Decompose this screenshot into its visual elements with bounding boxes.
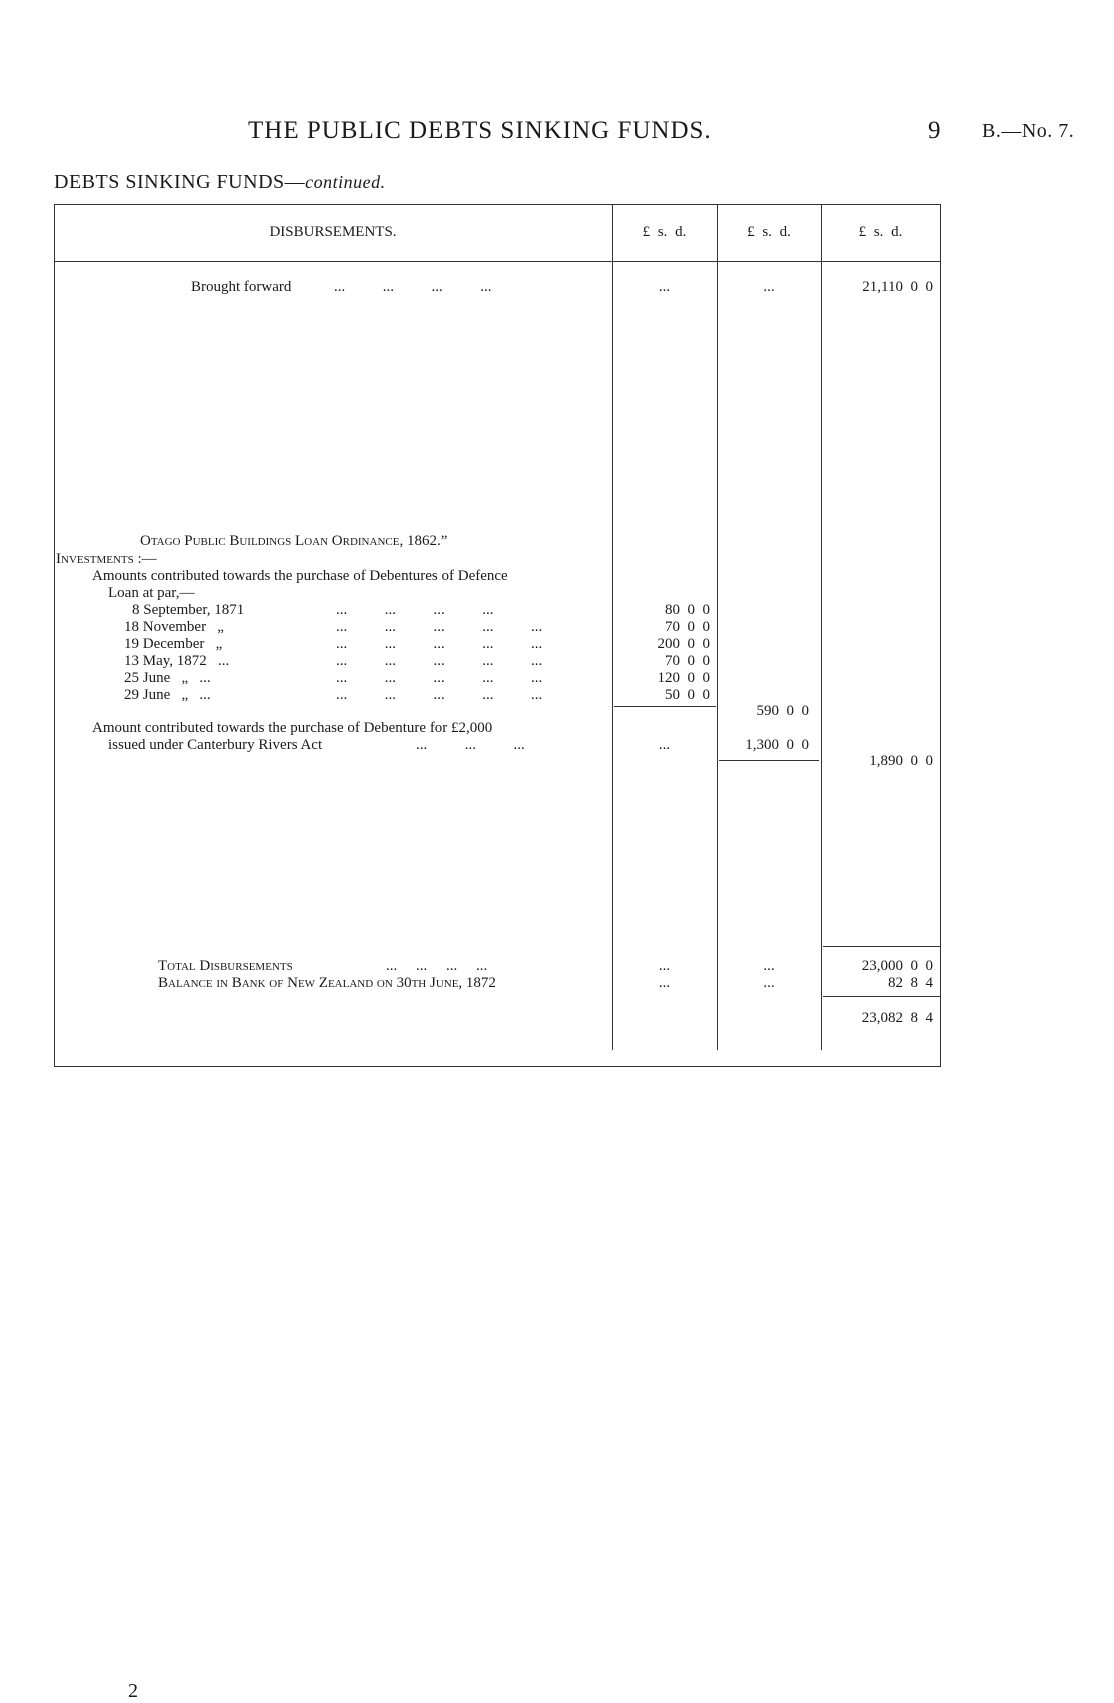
dated-row-leaders: ... ... ... ... ... [336,670,543,686]
balance-col2: ... [763,975,775,991]
page-number: 9 [928,117,942,144]
dated-row-leaders: ... ... ... ... ... [336,687,543,703]
dated-row-amount: 80 0 0 [665,602,710,618]
subtotal-rule-2 [719,760,819,761]
disbursements-header: DISBURSEMENTS. [269,224,397,240]
dated-row-leaders: ... ... ... ... ... [336,653,543,669]
canterbury-line-2: issued under Canterbury Rivers Act [108,737,323,753]
table-left-border [54,204,55,1066]
brought-forward-col3: 21,110 0 0 [862,279,933,295]
subtitle-continued: continued. [305,172,386,192]
table-bottom-rule [54,1066,941,1067]
canterbury-col2: 1,300 0 0 [745,737,809,753]
grand-total-rule [823,996,940,997]
dated-row-amount: 200 0 0 [657,636,710,652]
total-disbursements-label: Total Disbursements [158,958,293,974]
brought-forward-leaders: ... ... ... ... [334,279,492,295]
dated-row-date: 13 May, 1872 ... [124,653,230,669]
money-header-3: £ s. d. [858,224,903,240]
table-top-rule [54,204,941,205]
total-leaders: ... ... ... ... [386,958,488,974]
dated-row-leaders: ... ... ... ... ... [336,636,543,652]
investments-total: 1,890 0 0 [869,753,933,769]
amounts-line-2: Loan at par,— [108,585,195,601]
brought-forward-col2: ... [763,279,775,295]
dated-row-amount: 50 0 0 [665,687,710,703]
amounts-line-1: Amounts contributed towards the purchase of Debentures of Defence [92,568,508,584]
table-right-border [940,204,941,1066]
brought-forward-col1: ... [658,279,671,295]
document-reference: B.—No. 7. [982,120,1075,142]
balance-label: Balance in Bank of New Zealand on 30th June, 1872 [158,975,496,991]
dated-row-date: 19 December „ [124,636,223,652]
canterbury-leaders: ... ... ... [416,737,525,753]
dated-row-amount: 70 0 0 [665,619,710,635]
money-header-1: £ s. d. [642,224,687,240]
canterbury-line-1: Amount contributed towards the purchase of Debenture for £2,000 [92,720,493,736]
balance-col3: 82 8 4 [888,975,933,991]
total-rule [823,946,940,947]
page-title: THE PUBLIC DEBTS SINKING FUNDS. [248,117,712,144]
table-header-rule [54,261,941,262]
balance-col1: ... [658,975,671,991]
defence-subtotal: 590 0 0 [756,703,809,719]
dated-row-leaders: ... ... ... ... ... [336,619,543,635]
brought-forward-label: Brought forward [191,279,292,295]
total-col1: ... [658,958,671,974]
col-divider-2 [717,204,718,1050]
money-header-2: £ s. d. [747,224,791,240]
dated-row-date: 8 September, 1871 [132,602,245,618]
investments-label: Investments :— [56,551,157,567]
dated-row-date: 29 June „ ... [124,687,211,703]
dated-row-amount: 70 0 0 [665,653,710,669]
dated-row-leaders: ... ... ... ... [336,602,494,618]
dated-row-date: 25 June „ ... [124,670,211,686]
footer-mark: 2 [128,1680,138,1702]
total-col2: ... [763,958,775,974]
subtotal-rule-1 [614,706,716,707]
dated-row-amount: 120 0 0 [657,670,710,686]
ordinance-title: Otago Public Buildings Loan Ordinance, 1862.” [140,533,448,549]
total-col3: 23,000 0 0 [861,958,933,974]
section-subtitle [54,171,386,194]
subtitle-main: DEBTS SINKING FUNDS— [54,171,306,193]
grand-total: 23,082 8 4 [861,1010,933,1026]
canterbury-col1: ... [658,737,671,753]
col-divider-3 [821,204,822,1050]
dated-row-date: 18 November „ [124,619,224,635]
